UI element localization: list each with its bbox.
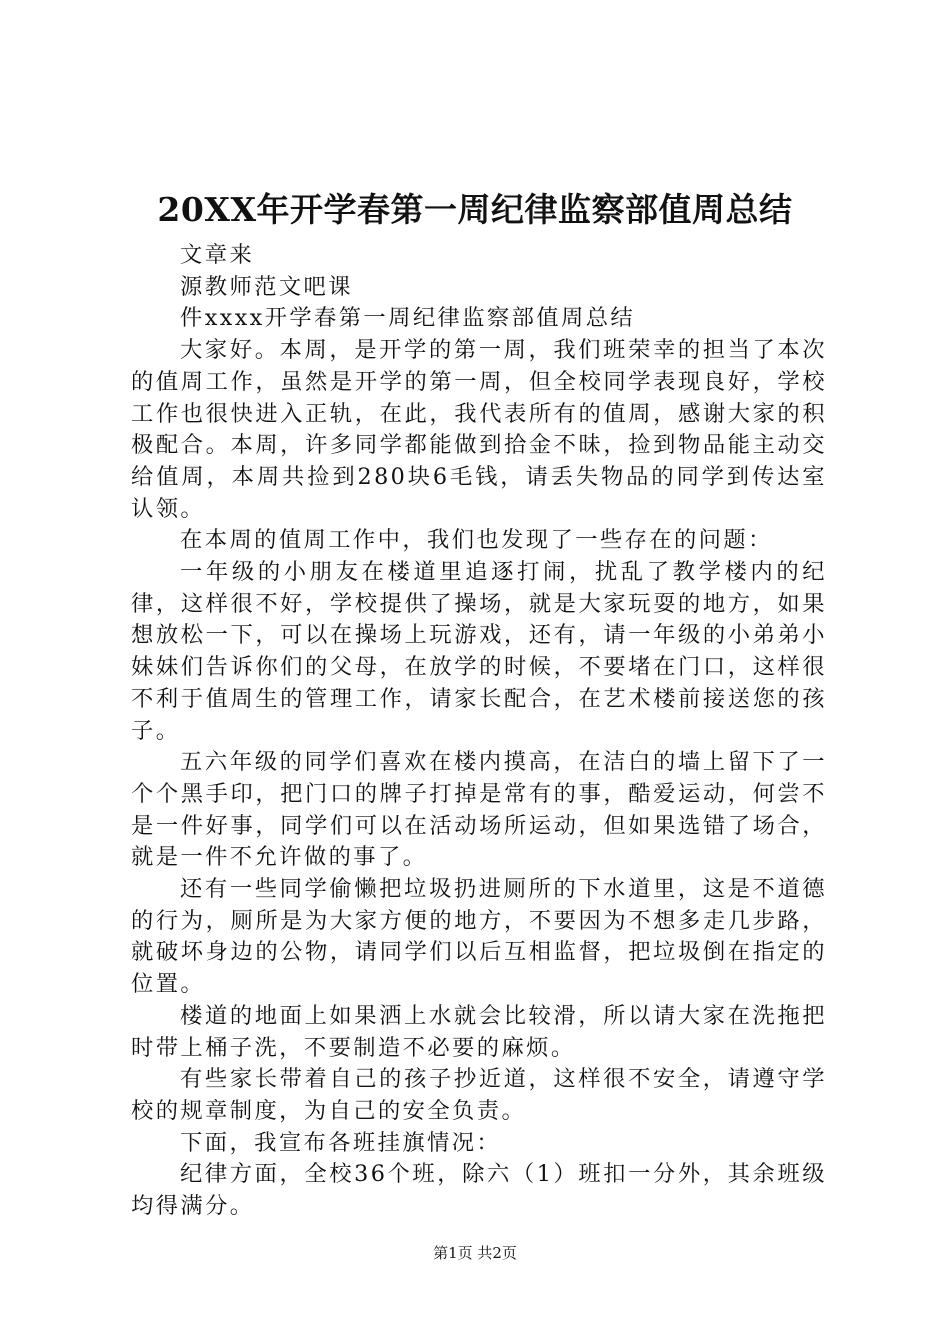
paragraph: 文章来: [180, 242, 255, 268]
paragraph: 大家好。本周，是开学的第一周，我们班荣幸的担当了本次的值周工作，虽然是开学的第一周，但全校同学表现良好，学校工作也很快进入正轨，在此，我代表所有的值周，感谢大家的积极配合。本周，许多同学都能做到拾金不昧，捡到物品能主动交给值周，本周共捡到280块6毛钱，请丢失物品的同学到传达室认领。: [131, 337, 827, 522]
page-number-footer: 第1页 共2页: [433, 1244, 517, 1262]
paragraph: 在本周的值周工作中，我们也发现了一些存在的问题：: [180, 527, 773, 554]
paragraph: 五六年级的同学们喜欢在楼内摸高，在洁白的墙上留下了一个个黑手印，把门口的牌子打掉是常有的事，酷爱运动，何尝不是一件好事，同学们可以在活动场所运动，但如果选错了场合，就是一件不允许做的事了。: [131, 749, 827, 871]
paragraph: 还有一些同学偷懒把垃圾扔进厕所的下水道里，这是不道德的行为，厕所是为大家方便的地方，不要因为不想多走几步路，就破坏身边的公物，请同学们以后互相监督，把垃圾倒在指定的位置。: [131, 876, 827, 998]
document-body: [131, 240, 827, 1223]
paragraph: 纪律方面，全校36个班，除六（1）班扣一分外，其余班级均得满分。: [131, 1161, 827, 1220]
paragraph: 源教师范文吧课: [180, 273, 353, 300]
paragraph: 一年级的小朋友在楼道里追逐打闹，扰乱了教学楼内的纪律，这样很不好，学校提供了操场，就是大家玩耍的地方，如果想放松一下，可以在操场上玩游戏，还有，请一年级的小弟弟小妹妹们告诉你们的父母，在放学的时候，不要堵在门口，这样很不利于值周生的管理工作，请家长配合，在艺术楼前接送您的孩子。: [131, 559, 827, 744]
paragraph: 下面，我宣布各班挂旗情况：: [180, 1129, 502, 1156]
paragraph: 件xxxx开学春第一周纪律监察部值周总结: [180, 305, 636, 332]
paragraph: 楼道的地面上如果洒上水就会比较滑，所以请大家在洗拖把时带上桶子洗，不要制造不必要的麻烦。: [131, 1002, 827, 1061]
paragraph: 有些家长带着自己的孩子抄近道，这样很不安全，请遵守学校的规章制度，为自己的安全负责。: [131, 1066, 827, 1124]
document-title: 20XX年开学春第一周纪律监察部值周总结: [157, 190, 793, 229]
